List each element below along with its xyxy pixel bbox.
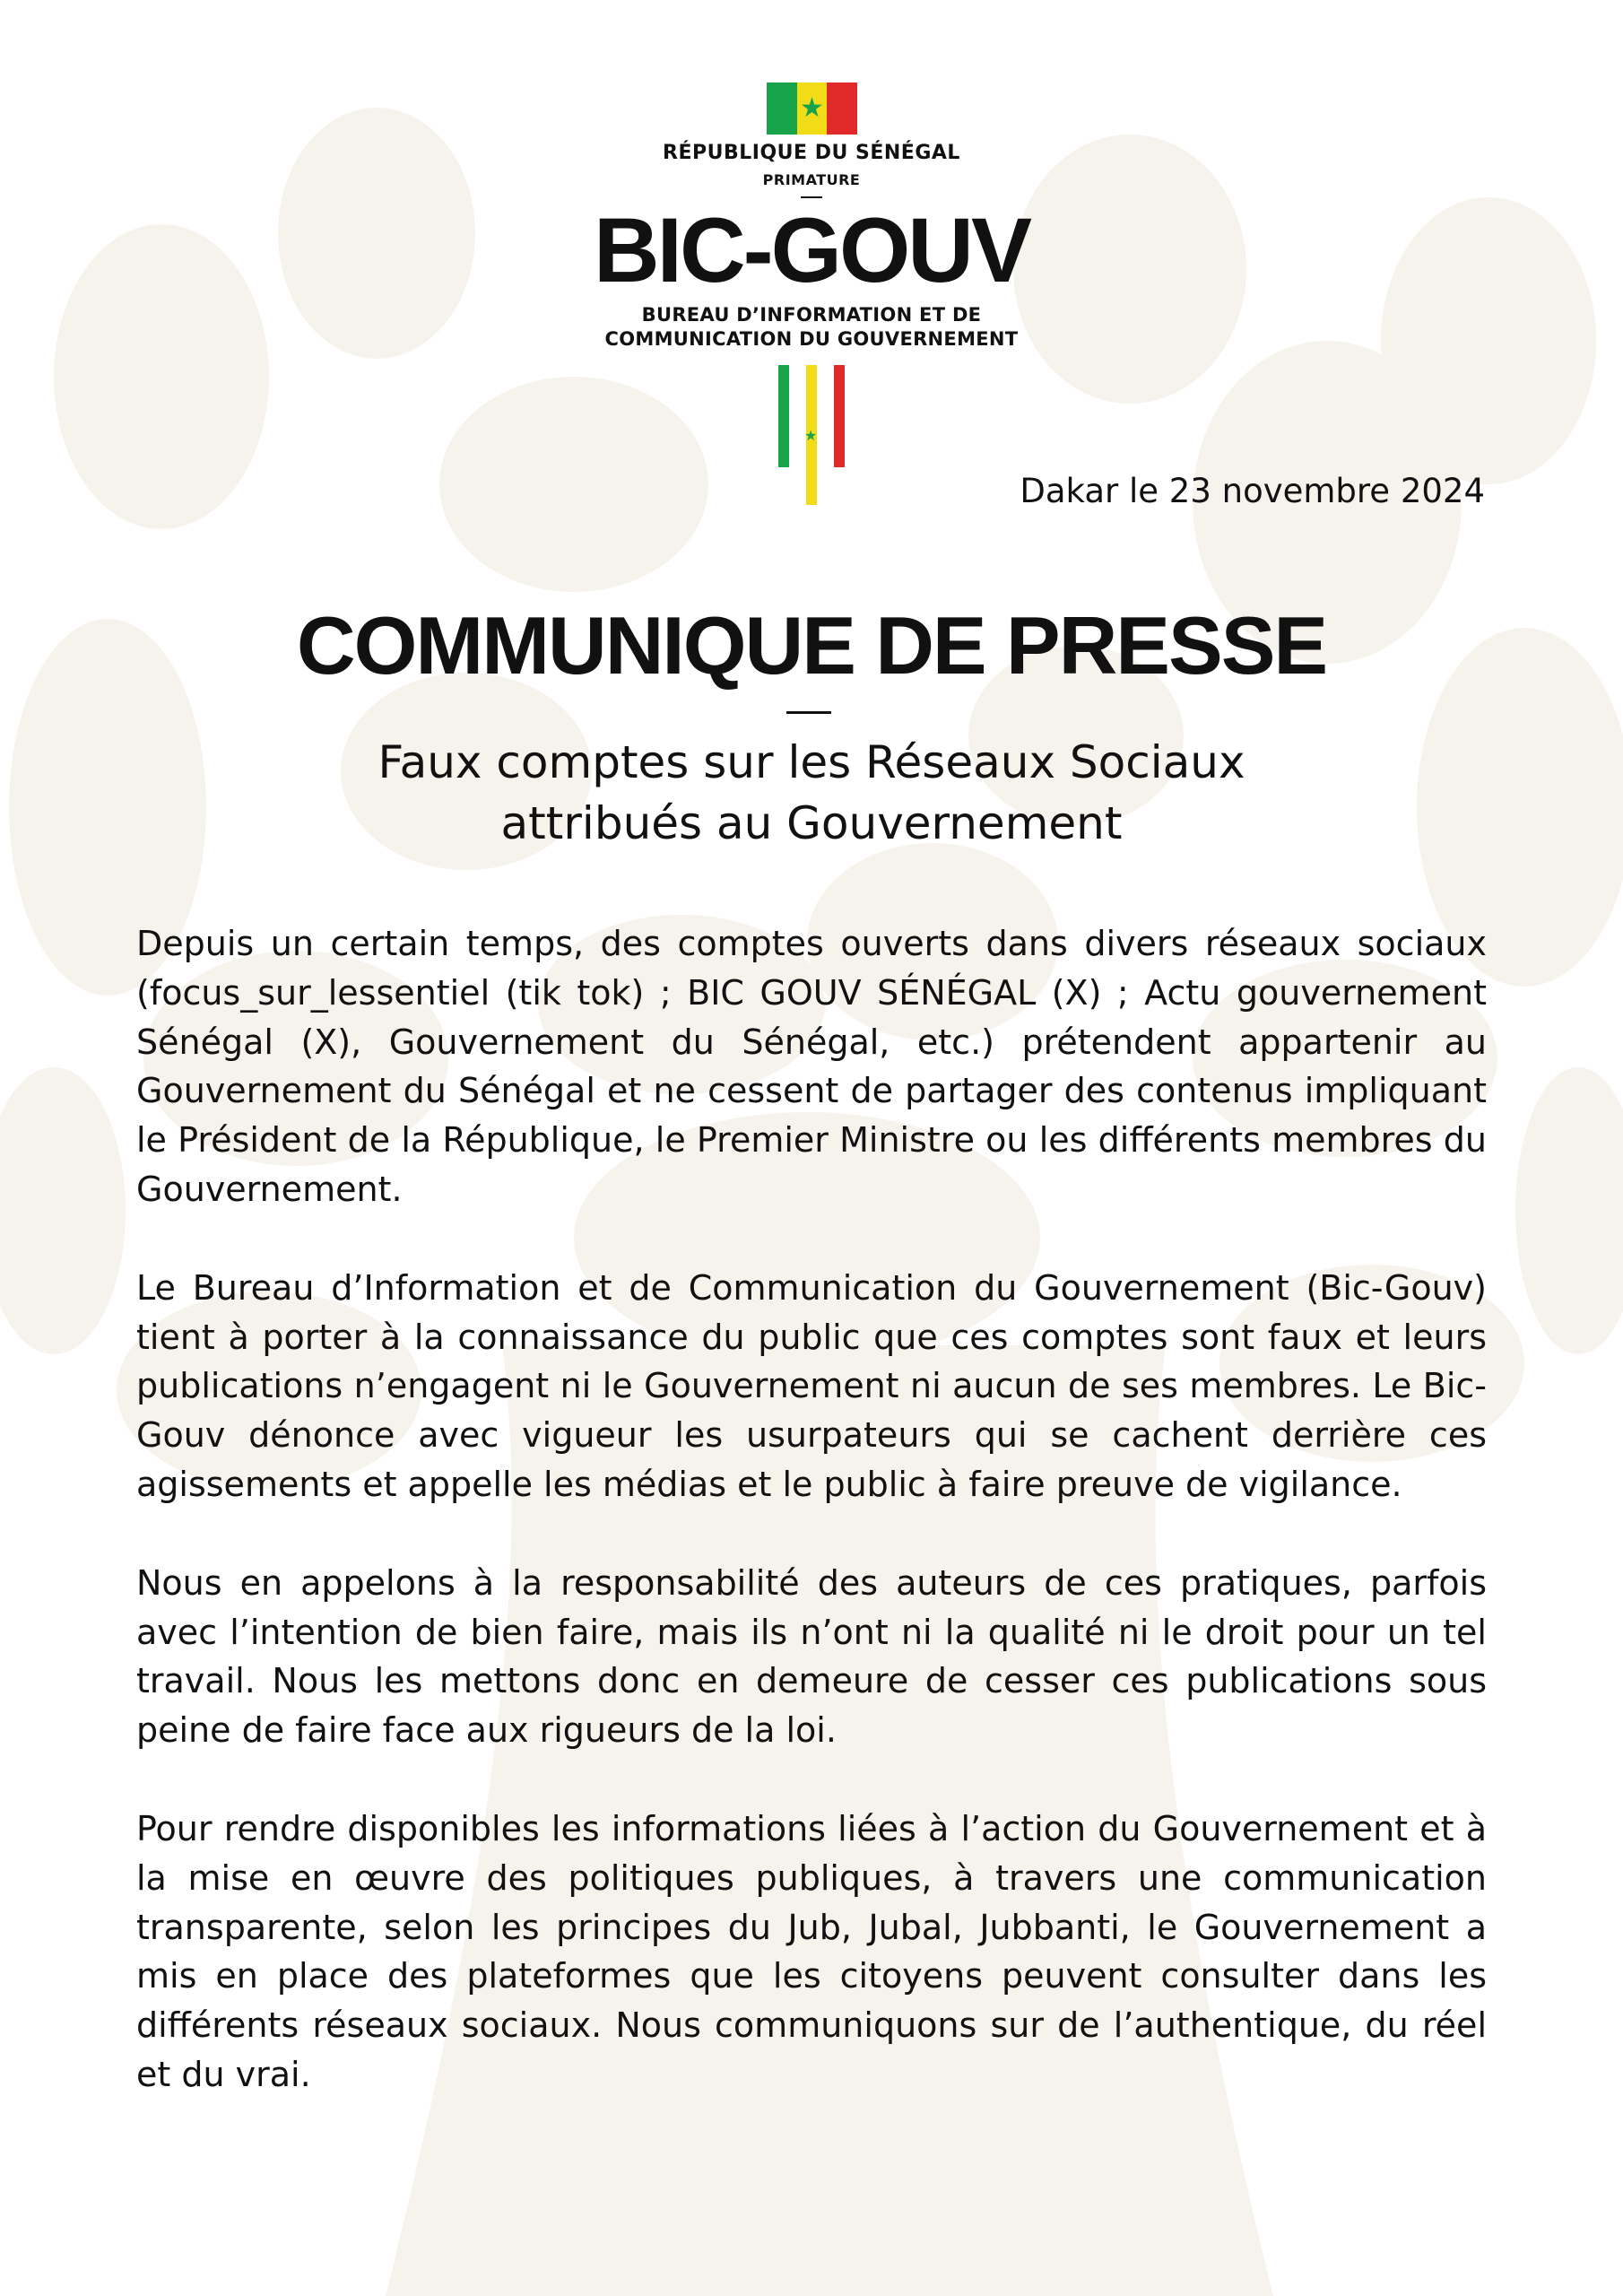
paragraph: Pour rendre disponibles les informations liées à l’action du Gouvernement et à la mise en œuvre des politiques publiques, à travers une communication transparente, selon les principes du Jub, Jubal, Jubbanti, le Gouvernement a mis en place des plateformes que les citoyens peuvent consulter dans les différents réseaux sociaux. Nous communiquons sur de l’authentique, du réel et du vrai. xyxy=(136,1808,1487,2094)
senegal-flag xyxy=(767,83,857,135)
vertical-bar-star-icon: ★ xyxy=(804,427,818,444)
flag-star-icon: ★ xyxy=(800,92,824,124)
bureau-caption xyxy=(0,303,1623,352)
page-title: COMMUNIQUE DE PRESSE xyxy=(296,601,1327,691)
header-divider xyxy=(801,196,822,198)
paragraph: Nous en appelons à la responsabilité des auteurs de ces pratiques, parfois avec l’intention de bien faire, mais ils n’ont ni la qualité ni le droit pour un tel travail. Nous les mettons donc en demeure de cesser ces publications sous peine de faire face aux rigueurs de la loi. xyxy=(136,1562,1487,1751)
bureau-caption-line-1: BUREAU D’INFORMATION ET DE xyxy=(641,304,982,326)
body-text xyxy=(136,919,1487,2149)
subtitle xyxy=(0,732,1623,854)
paragraph: Depuis un certain temps, des comptes ouverts dans divers réseaux sociaux (focus_sur_lessentiel (tik tok) ; BIC GOUV SÉNÉGAL (X) ; Actu gouvernement Sénégal (X), Gouvernement du Sénégal, etc.) prétendent appartenir au Gouvernement du Sénégal et ne cessent de partager des contenus impliquant le Président de la République, le Premier Ministre ou les différents membres du Gouvernement. xyxy=(136,924,1487,1209)
primature-label: PRIMATURE xyxy=(762,171,861,188)
republic-label: RÉPUBLIQUE DU SÉNÉGAL xyxy=(663,142,960,164)
title-divider xyxy=(786,711,831,714)
bureau-caption-line-2: COMMUNICATION DU GOUVERNEMENT xyxy=(604,328,1019,350)
vertical-green-bar xyxy=(778,365,789,467)
vertical-red-bar xyxy=(834,365,845,467)
subtitle-line-1: Faux comptes sur les Réseaux Sociaux xyxy=(378,736,1245,788)
document-date: Dakar le 23 novembre 2024 xyxy=(1020,472,1485,510)
paragraph: Le Bureau d’Information et de Communication du Gouvernement (Bic-Gouv) tient à porter à la connaissance du public que ces comptes sont faux et leurs publications n’engagent ni le Gouvernement ni aucun de ses membres. Le Bic-Gouv dénonce avec vigueur les usurpateurs qui se cachent derrière ces agissements et appelle les médias et le public à faire preuve de vigilance. xyxy=(136,1267,1487,1504)
subtitle-line-2: attribués au Gouvernement xyxy=(500,797,1123,849)
brand-logo-text: BIC-GOUV xyxy=(594,199,1029,301)
